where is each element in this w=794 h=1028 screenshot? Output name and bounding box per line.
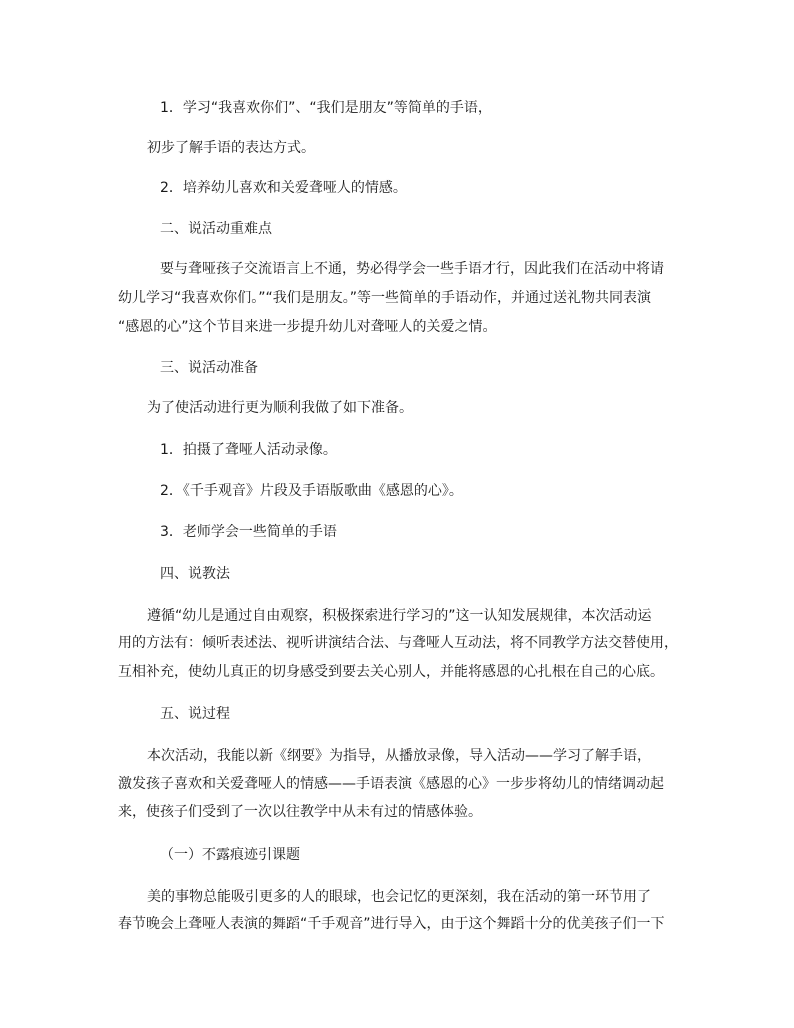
paragraph-line: “感恩的心”这个节目来进一步提升幼儿对聋哑人的关爱之情。 [118,319,497,335]
prep-item-3: 3．老师学会一些简单的手语 [160,524,337,540]
paragraph-line: 来，使孩子们受到了一次以往教学中从未有过的情感体验。 [118,804,482,820]
paragraph-line: 为了使活动进行更为顺利我做了如下准备。 [147,400,413,416]
goal-2-line: 2．培养幼儿喜欢和关爱聋哑人的情感。 [160,180,407,196]
paragraph-line: 幼儿学习“我喜欢你们。”“我们是朋友。”等一些简单的手语动作，并通过送礼物共同表演 [118,290,652,306]
paragraph-line: 互相补充，使幼儿真正的切身感受到要去关心别人，并能将感恩的心扎根在自己的心底。 [118,664,664,680]
prep-item-1: 1．拍摄了聋哑人活动录像。 [160,442,337,458]
section-heading-preparation: 三、说活动准备 [160,360,258,376]
paragraph-line: 用的方法有：倾听表述法、视听讲演结合法、与聋哑人互动法，将不同教学方法交替使用， [118,635,678,651]
paragraph-line: 美的事物总能吸引更多的人的眼球，也会记忆的更深刻，我在活动的第一环节用了 [147,889,651,905]
prep-item-2: 2．《千手观音》片段及手语版歌曲《感恩的心》。 [160,483,463,499]
paragraph-line: 激发孩子喜欢和关爱聋哑人的情感——手语表演《感恩的心》一步步将幼儿的情绪调动起 [118,776,664,792]
paragraph-line: 要与聋哑孩子交流语言上不通，势必得学会一些手语才行，因此我们在活动中将请 [160,261,664,277]
goal-1-line: 1．学习“我喜欢你们”、“我们是朋友”等简单的手语， [160,100,492,116]
paragraph-line: 春节晚会上聋哑人表演的舞蹈“千手观音”进行导入，由于这个舞蹈十分的优美孩子们一下 [118,916,665,932]
section-heading-difficulties: 二、说活动重难点 [160,221,272,237]
section-heading-process: 五、说过程 [160,706,230,722]
paragraph-line: 遵循“幼儿是通过自由观察，积极探索进行学习的”这一认知发展规律，本次活动运 [147,608,652,624]
goal-1-continuation: 初步了解手语的表达方式。 [147,140,315,156]
section-heading-methods: 四、说教法 [160,566,230,582]
paragraph-line: 本次活动，我能以新《纲要》为指导，从播放录像，导入活动——学习了解手语， [147,748,651,764]
subsection-heading-intro: （一）不露痕迹引课题 [160,847,300,863]
